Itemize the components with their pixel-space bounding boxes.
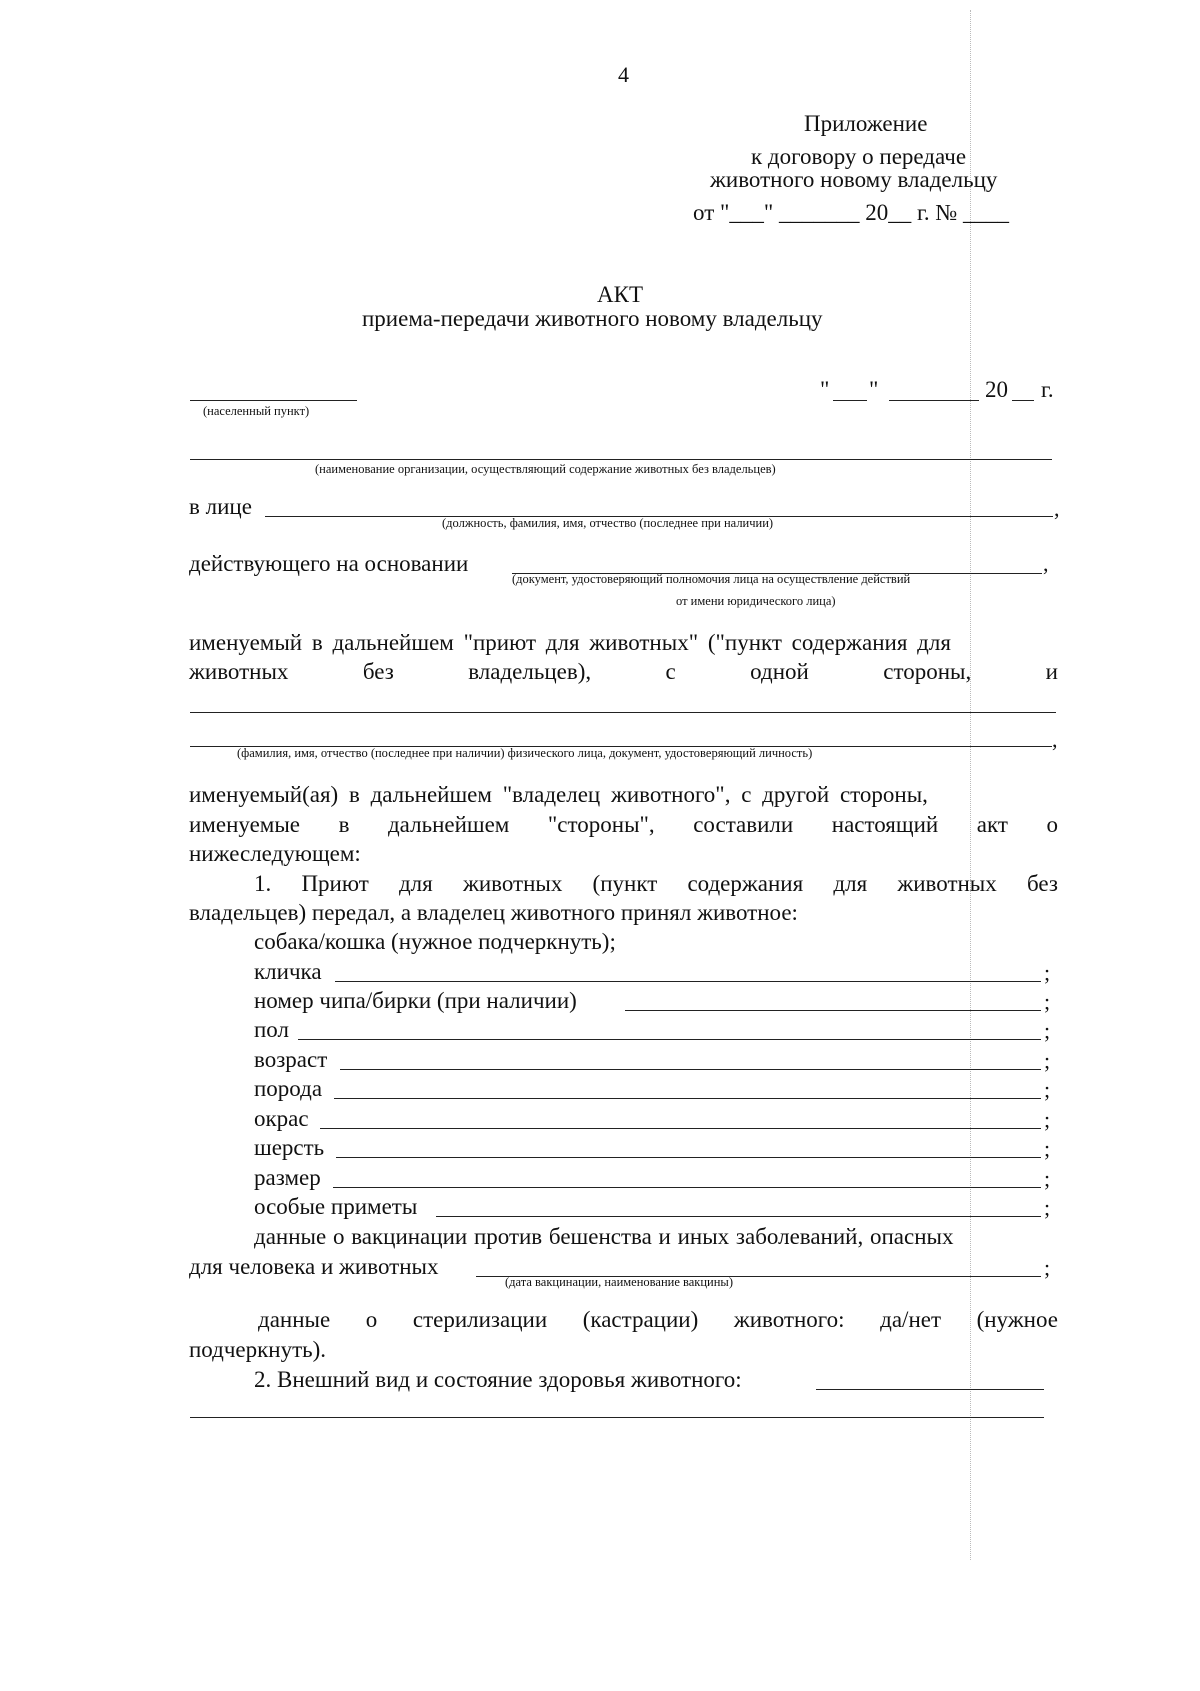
clause1-line1: [254, 872, 1058, 895]
place-line: [190, 400, 357, 401]
field-line-sex: [298, 1039, 1041, 1040]
party2-line3: нижеследующем:: [189, 841, 361, 866]
doc-subtitle: приема-передачи животного новому владельцу: [362, 306, 823, 331]
word: стерилизации: [412, 1307, 548, 1332]
represented-label: в лице: [189, 494, 252, 519]
field-label-marks: особые приметы: [254, 1194, 418, 1219]
clause1-kind: собака/кошка (нужное подчеркнуть);: [254, 929, 616, 954]
field-line-size: [333, 1187, 1041, 1188]
party1-line2: [189, 660, 1058, 683]
word: животного:: [733, 1307, 845, 1332]
basis-label: действующего на основании: [189, 551, 469, 576]
field-label-age: возраст: [254, 1047, 328, 1072]
field-end: ;: [1044, 1077, 1051, 1102]
party1-line1: именуемый в дальнейшем "приют для животных" ("пункт содержания для: [189, 630, 951, 655]
date-day-line: [833, 400, 867, 401]
field-end: ;: [1044, 1048, 1051, 1073]
doc-title: АКТ: [597, 282, 643, 307]
word: Приют: [301, 871, 369, 896]
represented-caption: (должность, фамилия, имя, отчество (последнее при наличии): [442, 516, 774, 530]
word: да/нет: [880, 1307, 942, 1332]
org-line: [190, 459, 1052, 460]
field-end: ;: [1044, 1195, 1051, 1220]
date-quote-open: ": [820, 377, 830, 402]
field-label-size: размер: [254, 1165, 321, 1190]
represented-comma: ,: [1054, 496, 1060, 521]
field-label-breed: порода: [254, 1076, 323, 1101]
field-end: ;: [1044, 960, 1051, 985]
word: (кастрации): [582, 1307, 699, 1332]
clause2-label: 2. Внешний вид и состояние здоровья животного:: [254, 1367, 742, 1392]
field-end: ;: [1044, 1166, 1051, 1191]
basis-caption-1: (документ, удостоверяющий полномочия лица на осуществление действий: [512, 572, 911, 586]
appendix-date-line: от "___" _______ 20__ г. № ____: [693, 200, 1010, 225]
place-caption: (населенный пункт): [203, 404, 310, 418]
appendix-line2: животного новому владельцу: [710, 167, 998, 192]
field-line-marks: [436, 1216, 1041, 1217]
word: для: [833, 871, 868, 896]
word: животных: [897, 871, 997, 896]
word: (пункт: [592, 871, 658, 896]
field-label-coat: шерсть: [254, 1135, 325, 1160]
appendix-label: Приложение: [804, 111, 928, 136]
field-end: ;: [1044, 1107, 1051, 1132]
word: и: [1045, 659, 1058, 684]
party2-comma: ,: [1052, 727, 1058, 752]
word: дальнейшем: [387, 812, 510, 837]
word: именуемые: [189, 812, 301, 837]
date-year-suffix: г.: [1041, 377, 1054, 402]
party2-line-1: [190, 712, 1056, 713]
steril-line2: подчеркнуть).: [189, 1337, 327, 1362]
field-line-name: [335, 981, 1041, 982]
word: (нужное: [976, 1307, 1058, 1332]
field-line-color: [320, 1128, 1041, 1129]
date-year-prefix: 20: [985, 377, 1008, 402]
vacc-end: ;: [1044, 1255, 1051, 1280]
date-month-line: [889, 400, 979, 401]
word: "стороны",: [547, 812, 655, 837]
vacc-caption: (дата вакцинации, наименование вакцины): [505, 1275, 733, 1289]
field-line-breed: [334, 1098, 1041, 1099]
word: владельцев),: [468, 659, 592, 684]
field-end: ;: [1044, 1136, 1051, 1161]
vacc-line1: данные о вакцинации против бешенства и иных заболеваний, опасных: [254, 1224, 954, 1249]
field-line-age: [340, 1069, 1041, 1070]
party2-line1: именуемый(ая) в дальнейшем "владелец животного", с другой стороны,: [189, 782, 928, 807]
field-line-chip: [625, 1010, 1041, 1011]
word: с: [665, 659, 676, 684]
party2-line2: [189, 813, 1058, 836]
word: о: [1046, 812, 1058, 837]
word: без: [1026, 871, 1058, 896]
field-label-sex: пол: [254, 1017, 289, 1042]
date-year-line: [1012, 400, 1034, 401]
clause2-line-1: [816, 1389, 1044, 1390]
word: о: [365, 1307, 378, 1332]
word: содержания: [687, 871, 804, 896]
party2-caption: (фамилия, имя, отчество (последнее при наличии) физического лица, документ, удостоверяющий личность): [237, 746, 813, 760]
word: составили: [693, 812, 794, 837]
field-end: ;: [1044, 989, 1051, 1014]
vacc-label: для человека и животных: [189, 1254, 439, 1279]
clause2-line-2: [190, 1417, 1044, 1418]
basis-caption-2: от имени юридического лица): [676, 594, 836, 608]
word: настоящий: [831, 812, 939, 837]
clause1-line2: владельцев) передал, а владелец животного принял животное:: [189, 900, 798, 925]
date-quote-close: ": [869, 377, 879, 402]
steril-line1: [258, 1308, 1058, 1331]
appendix-line1: к договору о передаче: [751, 144, 967, 169]
word: животных: [189, 659, 289, 684]
page-number: 4: [618, 62, 629, 87]
word: акт: [976, 812, 1008, 837]
field-end: ;: [1044, 1018, 1051, 1043]
word: животных: [462, 871, 563, 896]
field-label-name: кличка: [254, 959, 322, 984]
word: стороны,: [883, 659, 972, 684]
word: для: [398, 871, 433, 896]
basis-comma: ,: [1043, 551, 1049, 576]
word: без: [362, 659, 394, 684]
field-label-color: окрас: [254, 1106, 309, 1131]
word: в: [338, 812, 350, 837]
word: одной: [750, 659, 809, 684]
word: данные: [258, 1307, 331, 1332]
word: 1.: [254, 871, 272, 896]
org-caption: (наименование организации, осуществляющий содержание животных без владельцев): [315, 462, 776, 476]
field-label-chip: номер чипа/бирки (при наличии): [254, 988, 577, 1013]
field-line-coat: [336, 1157, 1041, 1158]
